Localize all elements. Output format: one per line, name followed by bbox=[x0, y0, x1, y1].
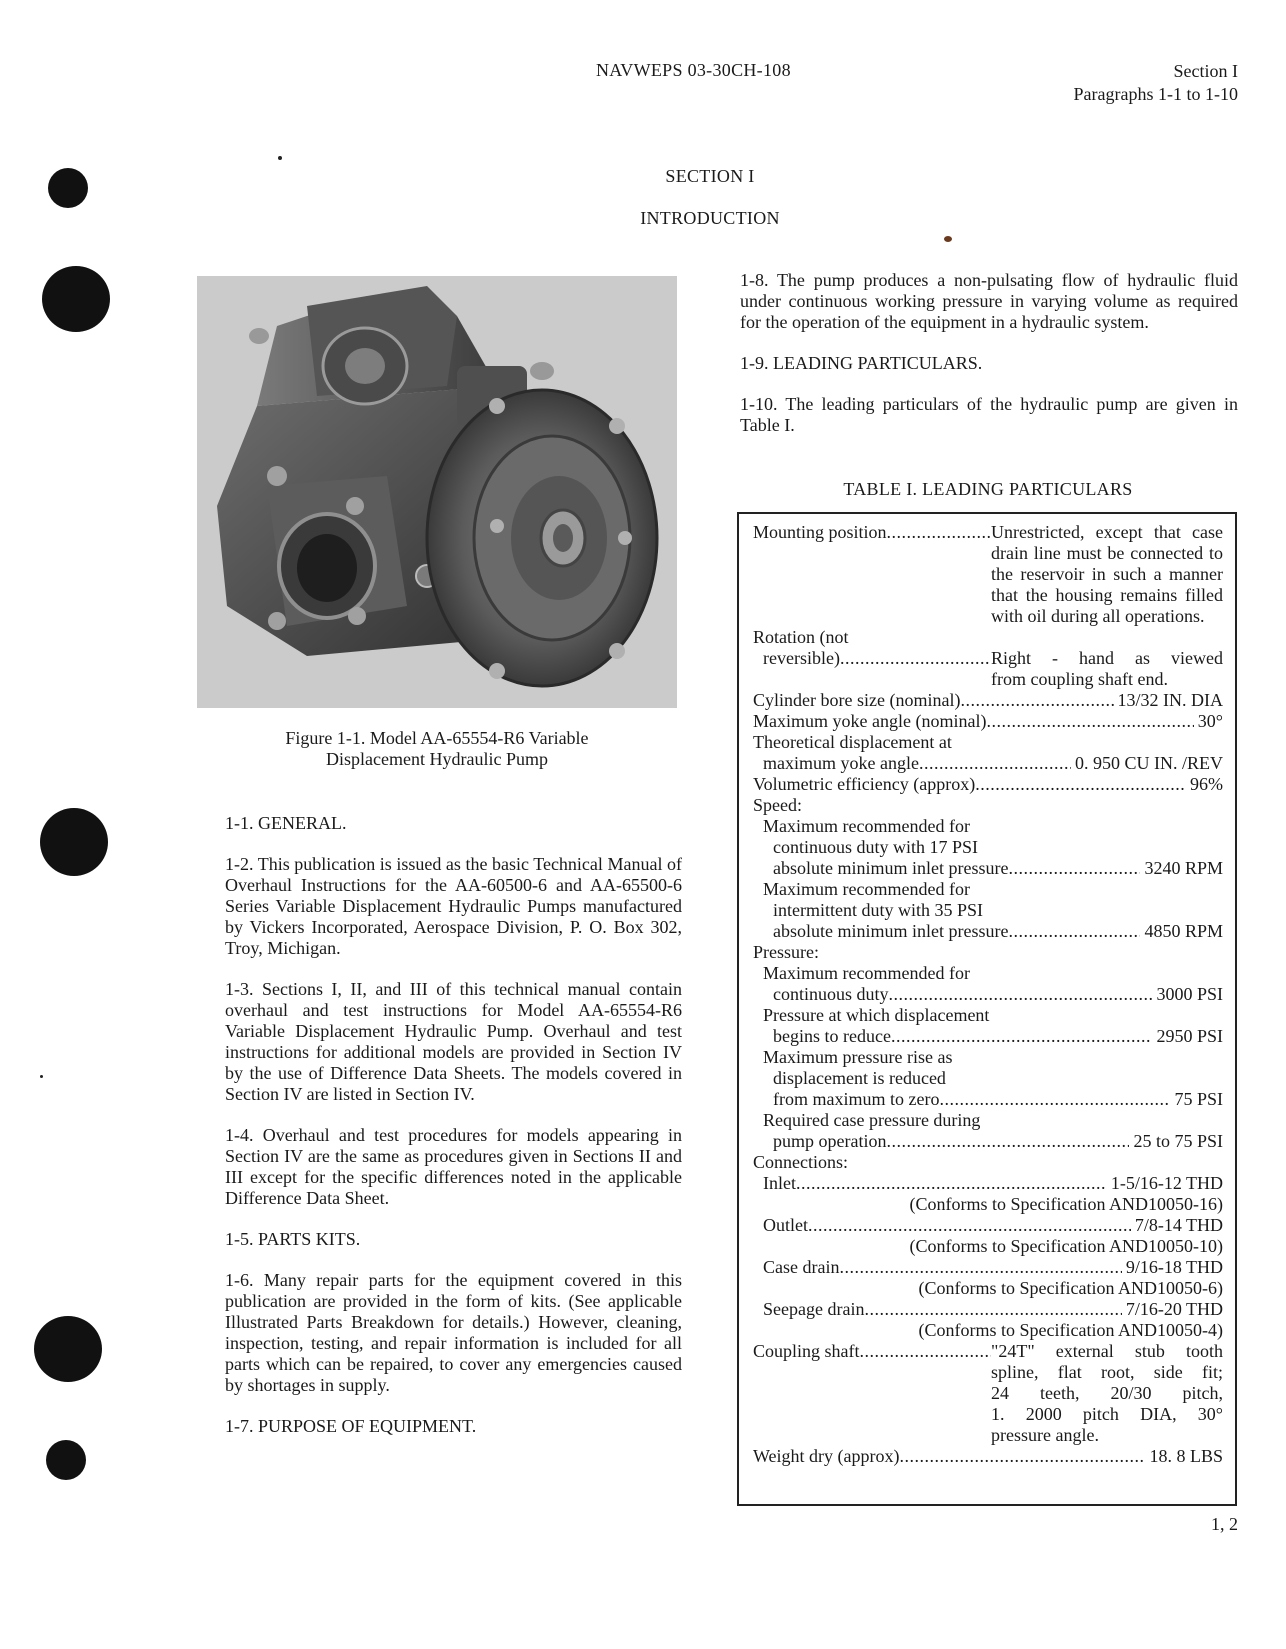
row-label: from maximum to zero bbox=[773, 1089, 940, 1109]
speck bbox=[40, 1075, 43, 1078]
row-value: Unrestricted, except that case drain line must be connected to the reservoir in such a manner that the housing remains filled with oil during all operations. bbox=[991, 522, 1223, 626]
table-row bbox=[753, 1446, 1223, 1467]
row-value: 7/8-14 THD bbox=[1134, 1215, 1223, 1235]
row-value: 0. 950 CU IN. /REV bbox=[1075, 753, 1223, 773]
speck bbox=[278, 156, 282, 160]
table-row bbox=[753, 1299, 1223, 1341]
row-label: Mounting position bbox=[753, 522, 887, 542]
speck bbox=[944, 236, 952, 242]
paragraph-1-4: 1-4. Overhaul and test procedures for models appearing in Section IV are the same as procedures given in Sections II and III except for the specific differences noted in the applicable Difference Data Sheet. bbox=[225, 1125, 682, 1208]
leader-dots bbox=[1008, 921, 1140, 942]
pump-illustration bbox=[197, 276, 677, 708]
paragraph-1-10: 1-10. The leading particulars of the hydraulic pump are given in Table I. bbox=[740, 394, 1238, 435]
section-name: INTRODUCTION bbox=[640, 208, 780, 228]
row-value: 18. 8 LBS bbox=[1149, 1446, 1223, 1466]
page-number: 1, 2 bbox=[1211, 1514, 1238, 1534]
row-label: continuous duty bbox=[773, 984, 889, 1004]
table-row bbox=[753, 774, 1223, 795]
table-row bbox=[753, 1173, 1223, 1215]
leader-dots bbox=[891, 1026, 1153, 1047]
row-label: intermittent duty with 35 PSI bbox=[773, 900, 983, 920]
table-row bbox=[753, 711, 1223, 732]
table-row bbox=[753, 816, 1223, 879]
table-row bbox=[753, 732, 1223, 774]
paragraph-1-9-heading: 1-9. LEADING PARTICULARS. bbox=[740, 353, 983, 373]
row-value: 9/16-18 THD bbox=[1125, 1257, 1223, 1277]
row-label: Theoretical displacement at bbox=[753, 732, 952, 752]
row-label: Maximum recommended for bbox=[763, 879, 970, 899]
table-row bbox=[753, 1341, 1223, 1446]
paragraph-1-5-heading: 1-5. PARTS KITS. bbox=[225, 1229, 361, 1249]
leader-dots bbox=[1008, 858, 1140, 879]
row-label: Rotation (not bbox=[753, 627, 849, 647]
left-column bbox=[225, 813, 682, 1457]
header-right bbox=[1074, 60, 1238, 106]
figure-caption-line: Displacement Hydraulic Pump bbox=[326, 749, 548, 769]
row-spec: (Conforms to Specification AND10050-4) bbox=[918, 1320, 1223, 1340]
row-spec: (Conforms to Specification AND10050-10) bbox=[909, 1236, 1223, 1256]
row-value: 7/16-20 THD bbox=[1125, 1299, 1223, 1319]
row-value: Right - hand as viewed bbox=[991, 648, 1223, 668]
row-spec: (Conforms to Specification AND10050-6) bbox=[918, 1278, 1223, 1298]
row-label: maximum yoke angle bbox=[763, 753, 919, 773]
table-row bbox=[753, 1215, 1223, 1257]
row-label: begins to reduce bbox=[773, 1026, 891, 1046]
row-value: pressure angle. bbox=[991, 1425, 1099, 1445]
row-label: Volumetric efficiency (approx) bbox=[753, 774, 976, 794]
section-heading: SECTION I bbox=[665, 166, 755, 186]
table-row bbox=[753, 879, 1223, 942]
row-value: 75 PSI bbox=[1174, 1089, 1223, 1109]
leader-dots bbox=[960, 690, 1113, 711]
table-row bbox=[753, 1110, 1223, 1152]
leader-dots bbox=[808, 1215, 1131, 1236]
row-value: from coupling shaft end. bbox=[991, 669, 1168, 689]
paragraph-1-1-heading: 1-1. GENERAL. bbox=[225, 813, 347, 833]
row-label: Outlet bbox=[763, 1215, 808, 1235]
punch-hole bbox=[34, 1316, 102, 1382]
row-value: "24T" external stub tooth bbox=[991, 1341, 1223, 1361]
leader-dots bbox=[887, 522, 991, 543]
row-label: Coupling shaft bbox=[753, 1341, 860, 1361]
row-value: 96% bbox=[1190, 774, 1223, 794]
row-label: Case drain bbox=[763, 1257, 840, 1277]
row-label: Seepage drain bbox=[763, 1299, 865, 1319]
paragraph-1-8: 1-8. The pump produces a non-pulsating flow of hydraulic fluid under continuous working pressure in varying volume as required for the operation of the equipment in a hydraulic system. bbox=[740, 270, 1238, 332]
leader-dots bbox=[840, 648, 991, 669]
row-label: Pressure at which displacement bbox=[763, 1005, 990, 1025]
row-label: Cylinder bore size (nominal) bbox=[753, 690, 961, 710]
table-row bbox=[753, 1005, 1223, 1047]
row-label: Maximum pressure rise as bbox=[763, 1047, 953, 1067]
leader-dots bbox=[886, 1131, 1129, 1152]
punch-hole bbox=[46, 1440, 86, 1480]
row-label: absolute minimum inlet pressure bbox=[773, 921, 1009, 941]
table-row bbox=[753, 963, 1223, 1005]
row-value: 4850 RPM bbox=[1144, 921, 1223, 941]
table-row bbox=[753, 1047, 1223, 1110]
leader-dots bbox=[864, 1299, 1121, 1320]
document-number: NAVWEPS 03-30CH-108 bbox=[596, 60, 791, 80]
row-value: 13/32 IN. DIA bbox=[1117, 690, 1223, 710]
row-label: displacement is reduced bbox=[773, 1068, 946, 1088]
leader-dots bbox=[975, 774, 1186, 795]
paragraph-range: Paragraphs 1-1 to 1-10 bbox=[1073, 84, 1238, 104]
leading-particulars-table bbox=[737, 512, 1237, 1506]
row-value: spline, flat root, side fit; bbox=[991, 1362, 1223, 1382]
figure-caption-line: Figure 1-1. Model AA-65554-R6 Variable bbox=[285, 728, 589, 748]
row-value: 30° bbox=[1197, 711, 1223, 731]
row-label: continuous duty with 17 PSI bbox=[773, 837, 979, 857]
pump-photo bbox=[197, 276, 677, 708]
paragraph-1-7-heading: 1-7. PURPOSE OF EQUIPMENT. bbox=[225, 1416, 477, 1436]
table-body bbox=[753, 522, 1223, 1467]
table-row bbox=[753, 627, 1223, 690]
row-spec: (Conforms to Specification AND10050-16) bbox=[909, 1194, 1223, 1214]
row-label: reversible) bbox=[763, 648, 840, 668]
paragraph-1-3: 1-3. Sections I, II, and III of this technical manual contain overhaul and test instructions for Model AA-65554-R6 Variable Displacement Hydraulic Pump. Overhaul and test instructions for additional models are provided in Section IV by the use of Difference Data Sheets. The models covered in Section IV are listed in Section IV. bbox=[225, 979, 682, 1104]
leader-dots bbox=[796, 1173, 1107, 1194]
paragraph-1-2: 1-2. This publication is issued as the basic Technical Manual of Overhaul Instructions for the AA-60500-6 and AA-65500-6 Series Variable Displacement Hydraulic Pumps manufactured by Vickers Incorporated, Aerospace Division, P. O. Box 302, Troy, Michigan. bbox=[225, 854, 682, 958]
row-value: 2950 PSI bbox=[1156, 1026, 1223, 1046]
row-label: Weight dry (approx) bbox=[753, 1446, 900, 1466]
row-group-heading: Speed: bbox=[753, 795, 802, 815]
row-label: Maximum recommended for bbox=[763, 816, 970, 836]
row-value: 3000 PSI bbox=[1156, 984, 1223, 1004]
table-row bbox=[753, 522, 1223, 627]
row-value: 3240 RPM bbox=[1144, 858, 1223, 878]
row-label: Maximum recommended for bbox=[763, 963, 970, 983]
punch-hole bbox=[40, 808, 108, 876]
leader-dots bbox=[986, 711, 1193, 732]
leader-dots bbox=[919, 753, 1071, 774]
row-value: 25 to 75 PSI bbox=[1133, 1131, 1223, 1151]
row-value: 24 teeth, 20/30 pitch, bbox=[991, 1383, 1223, 1403]
section-label: Section I bbox=[1173, 61, 1238, 81]
leader-dots bbox=[939, 1089, 1170, 1110]
row-group-heading: Pressure: bbox=[753, 942, 819, 962]
punch-hole bbox=[42, 266, 110, 332]
leader-dots bbox=[889, 984, 1153, 1005]
right-column bbox=[740, 270, 1238, 456]
leader-dots bbox=[900, 1446, 1146, 1467]
leader-dots bbox=[860, 1341, 992, 1362]
figure-caption bbox=[197, 728, 677, 770]
row-label: Maximum yoke angle (nominal) bbox=[753, 711, 987, 731]
row-value: 1-5/16-12 THD bbox=[1110, 1173, 1223, 1193]
row-label: Inlet bbox=[763, 1173, 796, 1193]
row-value: 1. 2000 pitch DIA, 30° bbox=[991, 1404, 1223, 1424]
row-label: Required case pressure during bbox=[763, 1110, 981, 1130]
row-label: absolute minimum inlet pressure bbox=[773, 858, 1009, 878]
paragraph-1-6: 1-6. Many repair parts for the equipment covered in this publication are provided in the form of kits. (See applicable Illustrated Parts Breakdown for details.) However, cleaning, inspection, testing, and repair information is included for all parts which can be repaired, to cover any emergencies caused by shortages in supply. bbox=[225, 1270, 682, 1395]
row-group-heading: Connections: bbox=[753, 1152, 848, 1172]
table-title: TABLE I. LEADING PARTICULARS bbox=[843, 479, 1133, 499]
table-row bbox=[753, 690, 1223, 711]
table-row bbox=[753, 1257, 1223, 1299]
row-label: pump operation bbox=[773, 1131, 887, 1151]
leader-dots bbox=[839, 1257, 1121, 1278]
